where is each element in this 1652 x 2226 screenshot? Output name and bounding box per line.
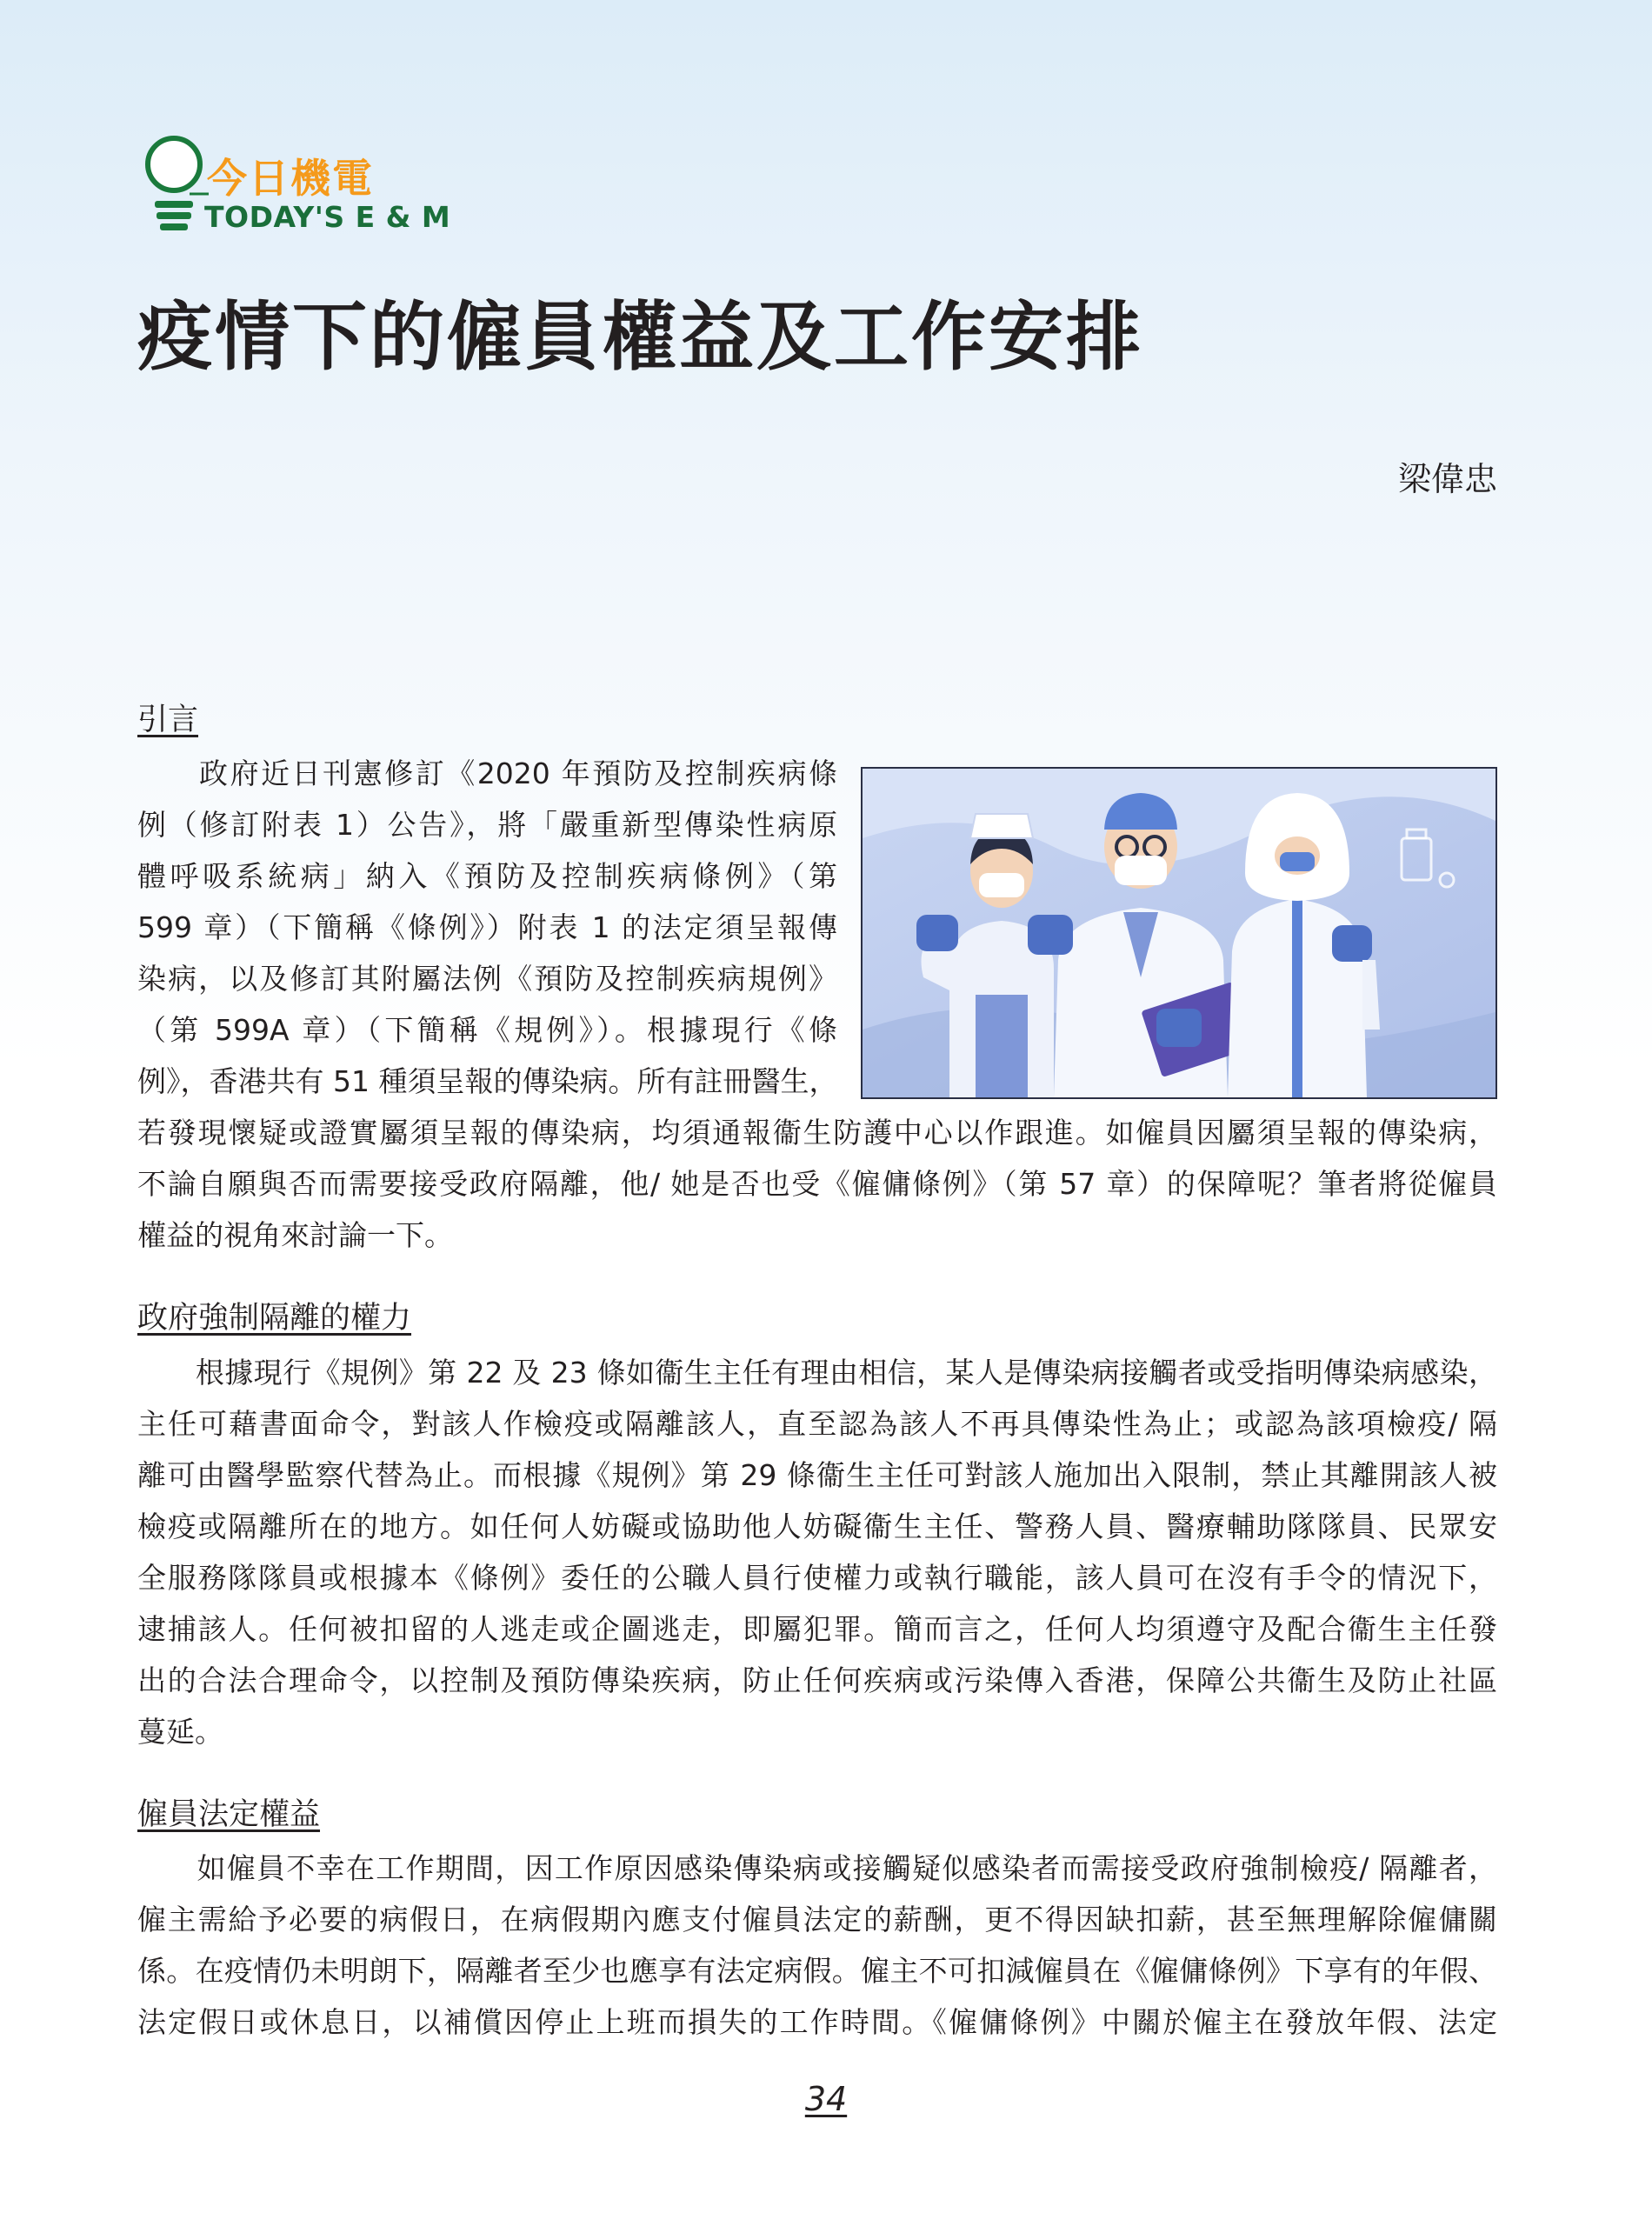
article-title: 疫情下的僱員權益及工作安排 xyxy=(137,294,1143,381)
paragraph-line: 政府近日刊憲修訂《2020 年預防及控制疾病條 xyxy=(137,756,837,790)
paragraph-line: 檢疫或隔離所在的地方。如任何人妨礙或協助他人妨礙衞生主任、警務人員、醫療輔助隊隊員、民眾安 xyxy=(137,1510,1497,1543)
paragraph-line: 主任可藉書面命令，對該人作檢疫或隔離該人，直至認為該人不再具傳染性為止；或認為該項檢疫/ 隔 xyxy=(137,1407,1497,1441)
paragraph-line: 根據現行《規例》第 22 及 23 條如衞生主任有理由相信，某人是傳染病接觸者或受指明傳染病感染， xyxy=(137,1356,1497,1390)
paragraph-line: 如僱員不幸在工作期間，因工作原因感染傳染病或接觸疑似感染者而需接受政府強制檢疫/ 隔離者， xyxy=(137,1851,1497,1885)
paragraph-line: 不論自願與否而需要接受政府隔離，他/ 她是否也受《僱傭條例》（第 57 章）的保障呢？筆者將從僱員 xyxy=(137,1167,1497,1201)
paragraph-line: 例》，香港共有 51 種須呈報的傳染病。所有註冊醫生， xyxy=(137,1064,838,1098)
section-heading-quarantine-power: 政府強制隔離的權力 xyxy=(137,1301,412,1336)
author-name: 梁偉忠 xyxy=(1397,460,1497,498)
logo-english-text: TODAY'S E & M xyxy=(204,200,451,234)
section-heading-employee-rights: 僱員法定權益 xyxy=(137,1797,321,1832)
paragraph-line: 體呼吸系統病」納入《預防及控制疾病條例》（第 xyxy=(137,859,837,893)
magazine-logo xyxy=(139,135,451,235)
paragraph-line: 出的合法合理命令，以控制及預防傳染疾病，防止任何疾病或污染傳入香港，保障公共衞生及防止社區 xyxy=(137,1663,1497,1697)
paragraph-line: 係。在疫情仍未明朗下，隔離者至少也應享有法定病假。僱主不可扣減僱員在《僱傭條例》下享有的年假、 xyxy=(137,1954,1497,1988)
paragraph-line: 蔓延。 xyxy=(137,1715,223,1749)
paragraph-line: 法定假日或休息日，以補償因停止上班而損失的工作時間。《僱傭條例》中關於僱主在發放年假、法定 xyxy=(137,2005,1497,2039)
paragraph-line: 逮捕該人。任何被扣留的人逃走或企圖逃走，即屬犯罪。簡而言之，任何人均須遵守及配合衞生主任發 xyxy=(137,1612,1497,1646)
paragraph-line: 僱主需給予必要的病假日，在病假期內應支付僱員法定的薪酬，更不得因缺扣薪，甚至無理解除僱傭關 xyxy=(137,1903,1497,1936)
paragraph-line: 例（修訂附表 1）公告》，將「嚴重新型傳染性病原 xyxy=(137,808,837,842)
section-heading-intro: 引言 xyxy=(137,703,199,737)
page-number: 34 xyxy=(804,2080,848,2118)
paragraph-line: 599 章）（下簡稱《條例》）附表 1 的法定須呈報傳 xyxy=(137,910,837,944)
paragraph-line: 權益的視角來討論一下。 xyxy=(137,1218,453,1252)
medical-staff-illustration xyxy=(861,767,1497,1099)
paragraph-line: （第 599A 章）（下簡稱《規例》）。根據現行《條 xyxy=(137,1013,837,1047)
lightbulb-icon xyxy=(139,135,209,235)
paragraph-line: 離可由醫學監察代替為止。而根據《規例》第 29 條衞生主任可對該人施加出入限制，禁止其離開該人被 xyxy=(137,1458,1497,1492)
paragraph-line: 全服務隊隊員或根據本《條例》委任的公職人員行使權力或執行職能，該人員可在沒有手令的情況下， xyxy=(137,1561,1497,1595)
logo-chinese-text: 今日機電 xyxy=(207,155,374,202)
paragraph-line: 若發現懷疑或證實屬須呈報的傳染病，均須通報衞生防護中心以作跟進。如僱員因屬須呈報的傳染病， xyxy=(137,1116,1497,1150)
paragraph-line: 染病，以及修訂其附屬法例《預防及控制疾病規例》 xyxy=(137,962,837,996)
